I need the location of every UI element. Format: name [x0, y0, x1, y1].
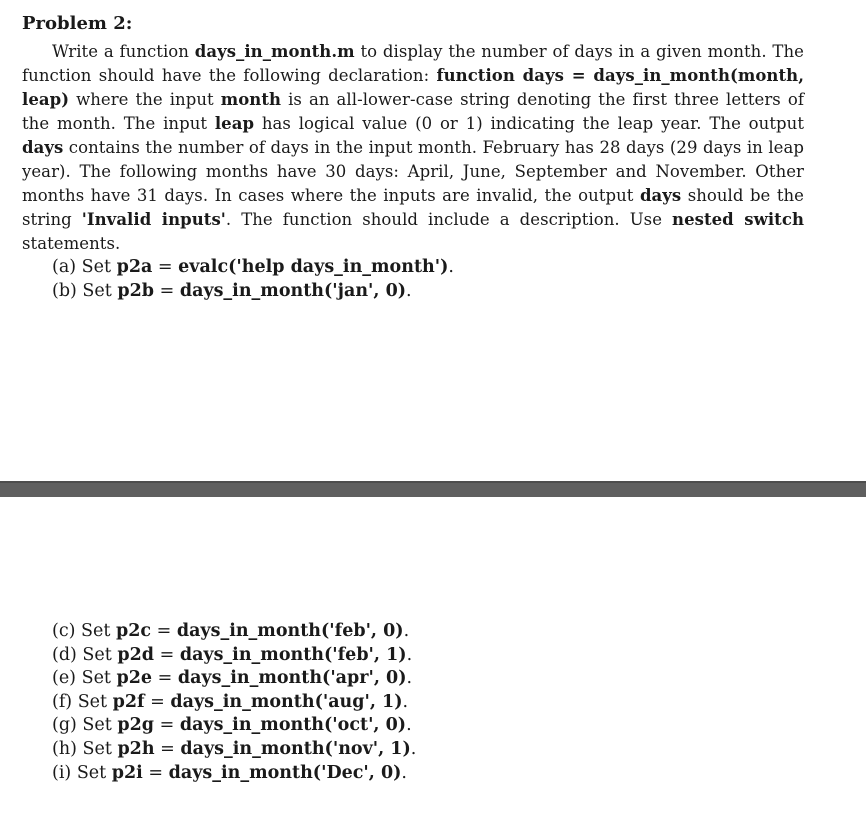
task-variable: p2d: [117, 644, 155, 665]
task-end: .: [406, 644, 413, 665]
task-variable: p2c: [115, 621, 152, 641]
statement-keyword: days: [22, 138, 64, 157]
task-label: (b) Set: [52, 280, 118, 301]
task-variable: p2g: [117, 715, 155, 736]
task-label: (c) Set: [52, 621, 116, 641]
task-variable: p2i: [111, 762, 143, 783]
task-expression: days_in_month('feb', 1): [179, 644, 407, 665]
task-equals: =: [152, 668, 178, 689]
task-equals: =: [151, 621, 177, 641]
task-variable: p2h: [117, 738, 155, 759]
statement-keyword: leap: [214, 114, 255, 133]
task-end: .: [403, 621, 410, 641]
task-item-p2c: [52, 620, 416, 644]
statement-text: should be the string: [22, 186, 804, 229]
task-label: (f) Set: [52, 691, 113, 712]
task-expression: days_in_month('apr', 0): [177, 668, 407, 689]
statement-keyword: month: [220, 90, 282, 109]
task-expression: days_in_month('aug', 1): [170, 691, 403, 712]
task-variable: p2e: [116, 668, 153, 689]
task-end: .: [402, 691, 409, 712]
task-equals: =: [154, 715, 180, 736]
task-end: .: [401, 762, 407, 783]
statement-keyword: days_in_month.m: [194, 42, 355, 61]
task-label: (i) Set: [52, 762, 112, 783]
task-expression: days_in_month('feb', 0): [176, 621, 404, 641]
task-item-p2a: [52, 256, 454, 280]
task-list-top: [52, 256, 454, 303]
task-label: (h) Set: [52, 738, 118, 759]
task-item-p2g: [52, 714, 416, 738]
task-expression: days_in_month('oct', 0): [179, 715, 407, 736]
page-separator: [0, 481, 866, 497]
task-variable: p2b: [117, 280, 155, 301]
task-variable: p2a: [116, 257, 153, 277]
statement-keyword: nested switch: [672, 210, 805, 229]
task-variable: p2f: [112, 691, 145, 712]
problem-title: Problem 2:: [22, 13, 133, 34]
task-item-p2h: [52, 738, 416, 762]
statement-text: has logical value (0 or 1) indicating the leap year. The output: [254, 114, 804, 133]
task-end: .: [406, 280, 412, 301]
statement-text: to display the number of days in a given month. The function should have the following declaration:: [22, 42, 804, 85]
task-end: .: [406, 715, 412, 736]
statement-keyword: function days = days_in_month(month, leap): [22, 66, 804, 109]
task-label: (a) Set: [52, 257, 117, 277]
statement-keyword: days: [639, 186, 682, 205]
task-item-p2f: [52, 691, 416, 715]
task-equals: =: [154, 280, 180, 301]
task-item-p2i: [52, 762, 416, 786]
task-item-p2b: [52, 280, 454, 304]
task-label: (e) Set: [52, 668, 117, 689]
statement-text: is an all-lower-case string denoting the first three letters of the month. The input: [22, 90, 804, 133]
task-end: .: [448, 257, 454, 277]
task-end: .: [410, 738, 417, 759]
statement-text: statements.: [22, 234, 121, 253]
task-equals: =: [142, 762, 169, 783]
problem-statement: [22, 40, 804, 256]
statement-text: Write a function: [52, 42, 195, 61]
task-expression: days_in_month('Dec', 0): [168, 762, 402, 783]
task-equals: =: [154, 738, 181, 759]
task-label: (d) Set: [52, 644, 118, 665]
task-list-bottom: [52, 620, 416, 785]
task-equals: =: [154, 644, 180, 665]
task-expression: days_in_month('nov', 1): [180, 738, 411, 759]
task-item-p2d: [52, 644, 416, 668]
statement-text: contains the number of days in the input month. February has 28 days (29 days in leap year). The following months have 30 days: April, June, September and November. Other months have 31 days. In cases where the inputs are invalid, the output: [22, 138, 804, 205]
statement-text: where the input: [69, 90, 221, 109]
statement-keyword: 'Invalid inputs': [81, 210, 226, 229]
task-label: (g) Set: [52, 715, 118, 736]
task-equals: =: [152, 257, 179, 277]
statement-text: . The function should include a description. Use: [225, 210, 673, 229]
task-item-p2e: [52, 667, 416, 691]
task-equals: =: [144, 691, 171, 712]
task-end: .: [406, 668, 413, 689]
task-expression: days_in_month('jan', 0): [179, 280, 407, 301]
task-expression: evalc('help days_in_month'): [178, 257, 449, 277]
